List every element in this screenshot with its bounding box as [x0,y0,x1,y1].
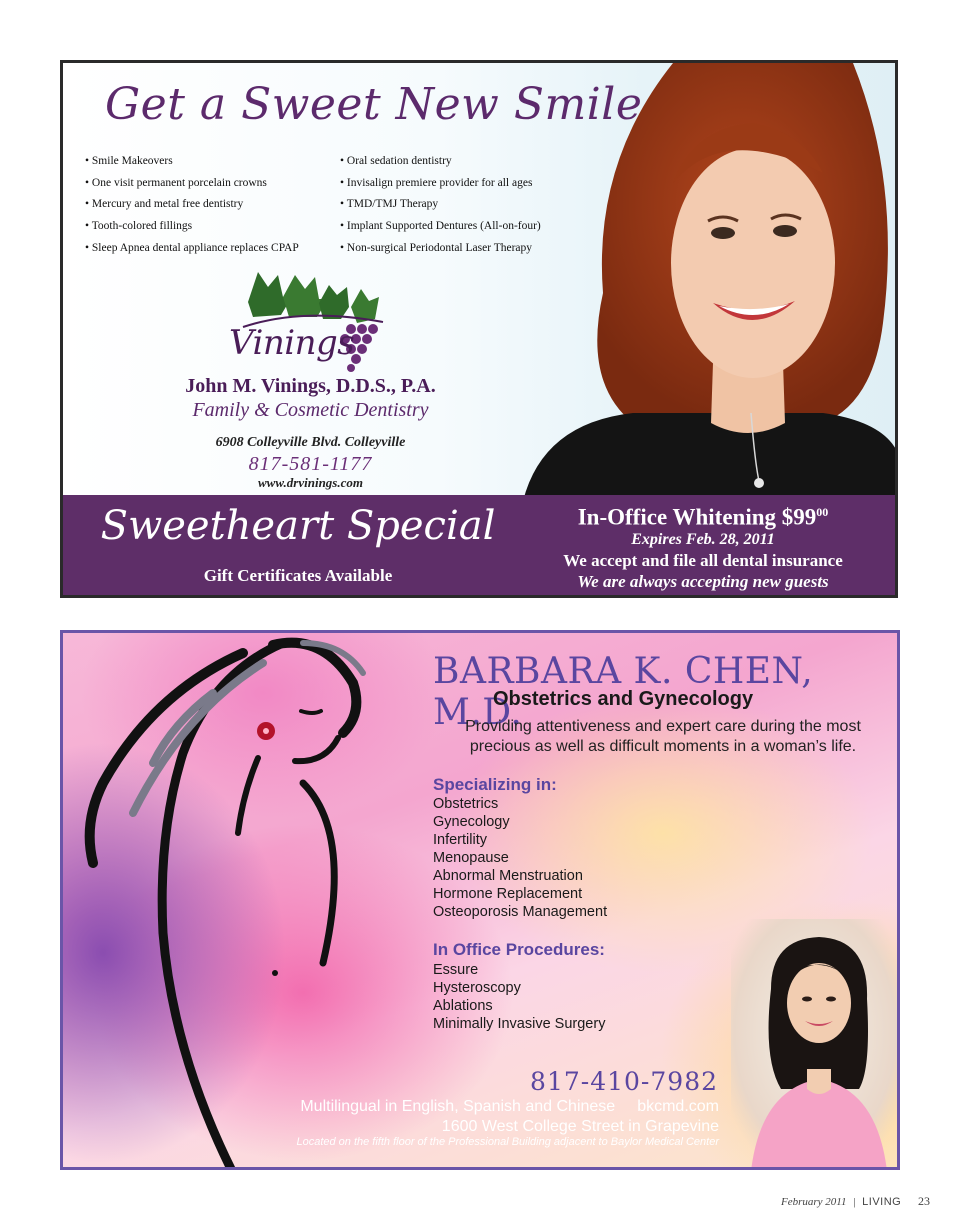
office-street: 1600 West College Street in Grapevine [441,1118,719,1135]
list-item: Ablations [433,998,493,1014]
service-item: • Mercury and metal free dentistry [85,194,299,216]
service-item: • One visit permanent porcelain crowns [85,173,299,195]
languages: Multilingual in English, Spanish and Chinese [300,1098,616,1115]
list-item: Obstetrics [433,796,499,812]
list-item: Abnormal Menstruation [433,868,583,884]
office-phone: 817-581-1177 [248,453,373,475]
services-list-right [340,151,541,259]
insurance-note: We accept and file all dental insurance [563,550,843,570]
vinings-dental-ad [60,60,898,598]
doctor-name: John M. Vinings, D.D.S., P.A. [185,375,436,397]
physician-specialty: Obstetrics and Gynecology [493,688,754,710]
magazine-name: LIVING [862,1196,902,1208]
service-item: • Oral sedation dentistry [340,151,541,173]
woman-silhouette-illustration [63,633,463,1170]
service-item: • Sleep Apnea dental appliance replaces CPAP [85,238,299,260]
page-footer [781,1194,930,1209]
list-item: Gynecology [433,814,510,830]
chen-obgyn-ad [60,630,900,1170]
procedures-list [433,961,605,1033]
list-item: Infertility [433,832,487,848]
location-note: Located on the fifth floor of the Professional Building adjacent to Baylor Medical Center [296,1136,719,1148]
smiling-woman-photo [523,63,898,501]
service-item: • Non-surgical Periodontal Laser Therapy [340,238,541,260]
list-item: Essure [433,962,479,978]
issue-date: February 2011 [780,1196,847,1208]
service-item: • Implant Supported Dentures (All-on-four) [340,216,541,238]
promo-band [63,495,895,595]
new-guests-note: We are always accepting new guests [577,571,829,591]
footer-separator: | [853,1196,856,1208]
service-item: • Smile Makeovers [85,151,299,173]
procedures-heading: In Office Procedures: [433,940,605,959]
service-item: • Tooth-colored fillings [85,216,299,238]
tagline-line: Providing attentiveness and expert care during the most [465,718,861,735]
list-item: Minimally Invasive Surgery [433,1016,606,1032]
page-number: 23 [918,1194,930,1208]
office-address: 6908 Colleyville Blvd. Colleyville [215,435,406,450]
tagline-line: precious as well as difficult moments in a woman’s life. [469,738,857,755]
list-item: Menopause [433,850,509,866]
whitening-price: In-Office Whitening $\$99^{00}$ [577,504,829,530]
office-website: www.drvinings.com [258,475,363,490]
list-item: Hormone Replacement [433,886,583,902]
languages-line [263,1098,719,1116]
services-list-left [85,151,299,259]
whitening-offer [503,499,898,592]
specializing-list [433,795,607,921]
list-item: Hysteroscopy [433,980,521,996]
doctor-portrait-photo [731,919,899,1170]
list-item: Osteoporosis Management [433,904,608,920]
physician-name: BARBARA K. CHEN, M.D. [433,651,814,733]
practice-type: Family & Cosmetic Dentistry [192,399,429,421]
whitening-cents: 00 [816,505,829,519]
offer-expiry: Expires Feb. 28, 2011 [631,530,775,548]
gift-certificates: Gift Certificates Available [203,566,393,585]
sweetheart-special: Sweetheart Special [100,503,496,549]
vinings-logo-text: Vinings [229,323,355,363]
ad-headline: Get a Sweet New Smile [105,79,643,130]
specializing-heading: Specializing in: [433,775,557,794]
office-phone: 817-410-7982 [530,1067,718,1096]
service-item: • TMD/TMJ Therapy [340,194,541,216]
tagline [403,717,900,757]
service-item: • Invisalign premiere provider for all ages [340,173,541,195]
website-link: bkcmd.com [637,1098,719,1115]
